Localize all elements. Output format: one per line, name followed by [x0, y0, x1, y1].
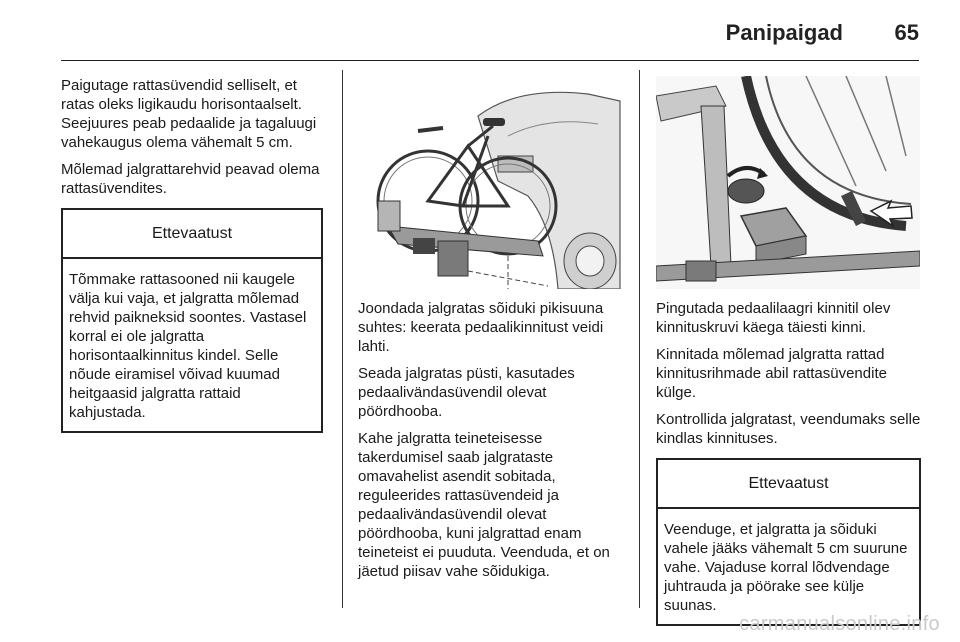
- caution-box: [656, 458, 921, 626]
- paragraph: Paigutage rattasüvendid selliselt, et ratas oleks ligikaudu horisontaalselt. Seejuures peab pedaalide ja tagaluugi vahekaugus olema vähemalt 5 cm.: [61, 77, 317, 151]
- column-1: [61, 76, 323, 433]
- caution-text: Veenduge, et jalgratta ja sõiduki vahele jääks vähemalt 5 cm suurune vahe. Vajaduse korral lõdvendage juhtrauda ja pöörake see külje suunas.: [664, 521, 908, 614]
- paragraph: Joondada jalgratas sõiduki pikisuuna suhtes: keerata pedaalikinnitust veidi lahti.: [358, 300, 604, 355]
- caution-text: Tõmmake rattasooned nii kaugele välja kui vaja, et jalgratta mõlemad rehvid paikneksid soontes. Vastasel korral ei ole jalgratta horisontaalkinnitus kindel. Selle nõude eiramisel võivad kuumad heitgaasid jalgratta rattaid kahjustada.: [69, 271, 307, 421]
- bicycle-on-carrier-drawing: [358, 76, 622, 289]
- paragraph: Kontrollida jalgratast, veendumaks selle kindlas kinnituses.: [656, 411, 921, 447]
- column-3: [656, 76, 921, 626]
- paragraph: Pingutada pedaalilaagri kinnitil olev kinnituskruvi käega täiesti kinni.: [656, 300, 891, 336]
- paragraph: Mõlemad jalgrattarehvid peavad olema rattasüvendites.: [61, 161, 320, 197]
- wheel-strap-illustration: [656, 76, 920, 289]
- caution-heading: Ettevaatust: [658, 460, 919, 509]
- paragraph: Kinnitada mõlemad jalgratta rattad kinnitusrihmade abil rattasüvendite külge.: [656, 346, 887, 401]
- caution-heading: Ettevaatust: [63, 210, 321, 259]
- paragraph: Kahe jalgratta teineteisesse takerdumisel saab jalgrataste omavahelist asendit sobitada, reguleerides rattasüvendeid ja pedaalivändasüvendil olevat pöördhooba, kuni jalgrattad enam teineteist ei puuduta. Veenduda, et on jäetud piisav vahe sõidukiga.: [358, 430, 610, 580]
- paragraph: Seada jalgratas püsti, kasutades pedaalivändasüvendil olevat pöördhooba.: [358, 365, 575, 420]
- page-number: 65: [894, 20, 919, 45]
- column-divider-1: [342, 70, 343, 608]
- caution-box: [61, 208, 323, 433]
- page-header: [61, 0, 919, 61]
- site-watermark: carmanualsonline.info: [739, 613, 940, 635]
- bike-carrier-illustration: [358, 76, 622, 289]
- column-divider-2: [639, 70, 640, 608]
- section-title: Panipaigad: [725, 20, 843, 45]
- wheel-clamp-drawing: [656, 76, 920, 289]
- column-2: [358, 76, 623, 589]
